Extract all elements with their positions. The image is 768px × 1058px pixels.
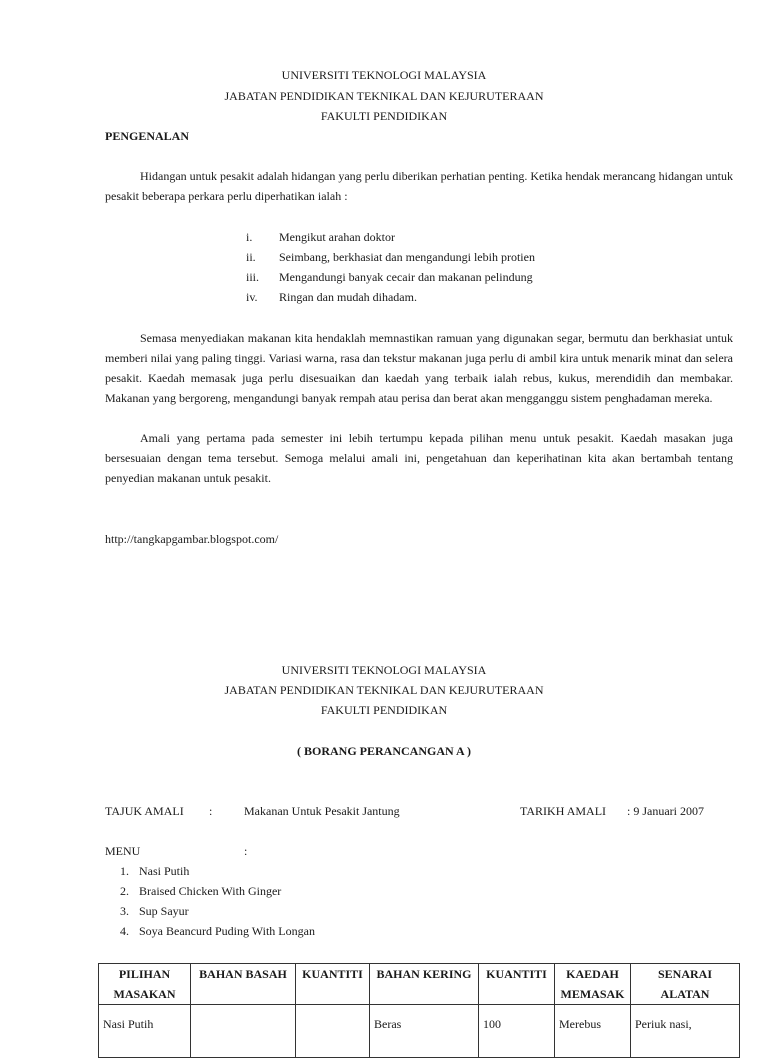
intro-paragraph-1: Hidangan untuk pesakit adalah hidangan yang perlu diberikan perhatian penting. Ketika hendak merancang hidangan untuk pesakit beberapa perkara perlu diperhatikan ialah : xyxy=(105,169,733,203)
table-cell: Nasi Putih xyxy=(99,1005,191,1058)
menu-item-number: 1. xyxy=(120,864,129,878)
tarikh-value: : 9 Januari 2007 xyxy=(627,804,704,818)
table-header-row xyxy=(99,964,740,1005)
list-item: Seimbang, berkhasiat dan mengandungi lebih protien xyxy=(279,250,535,264)
table-header-cell: PILIHAN MASAKAN xyxy=(99,964,191,1005)
table-cell: Merebus xyxy=(555,1005,631,1058)
intro-heading: PENGENALAN xyxy=(105,129,190,143)
menu-item: Sup Sayur xyxy=(139,904,189,918)
table-header-cell: KUANTITI xyxy=(296,964,370,1005)
university-name-1: UNIVERSITI TEKNOLOGI MALAYSIA xyxy=(281,68,487,82)
table-cell xyxy=(296,1005,370,1058)
list-item: Mengandungi banyak cecair dan makanan pelindung xyxy=(279,270,533,284)
table-row xyxy=(99,1005,740,1058)
faculty-name-1: FAKULTI PENDIDIKAN xyxy=(320,109,448,123)
table-header-cell: BAHAN KERING xyxy=(370,964,479,1005)
menu-item-number: 3. xyxy=(120,904,129,918)
list-item-number: i. xyxy=(246,230,253,244)
university-name-2: UNIVERSITI TEKNOLOGI MALAYSIA xyxy=(281,663,487,677)
blog-url-text: http://tangkapgambar.blogspot.com/ xyxy=(105,532,279,546)
list-item: Mengikut arahan doktor xyxy=(279,230,395,244)
menu-item: Soya Beancurd Puding With Longan xyxy=(139,924,315,938)
intro-paragraph-3: Amali yang pertama pada semester ini lebih tertumpu kepada pilihan menu untuk pesakit. Kaedah masakan juga bersesuaian dengan tema tersebut. Semoga melalui amali ini, pengetahuan dan keperihatinan kita akan bertambah tentang penyedian makanan untuk pesakit. xyxy=(105,431,733,485)
menu-item-number: 4. xyxy=(120,924,129,938)
table-header-cell: KAEDAH MEMASAK xyxy=(555,964,631,1005)
intro-paragraph-2: Semasa menyediakan makanan kita hendaklah memnastikan ramuan yang digunakan segar, bermutu dan berkhasiat untuk memberi nilai yang paling tinggi. Variasi warna, rasa dan tekstur makanan juga perlu di ambil kira untuk menarik minat dan selera pesakit. Kaedah memasak juga perlu disesuaikan dan kaedah yang terbaik ialah rebus, kukus, merendidih dan membakar. Makanan yang bergoreng, mengandungi banyak rempah atau perisa dan berat akan mengganggu sistem penghadaman mereka. xyxy=(105,331,733,405)
planning-table xyxy=(98,963,740,1058)
list-item-number: iv. xyxy=(246,290,258,304)
tajuk-colon: : xyxy=(209,804,213,818)
menu-item: Nasi Putih xyxy=(139,864,190,878)
table-header-cell: SENARAI ALATAN xyxy=(631,964,740,1005)
table-cell: Beras xyxy=(370,1005,479,1058)
department-name-1: JABATAN PENDIDIKAN TEKNIKAL DAN KEJURUTERAAN xyxy=(224,89,544,103)
tajuk-value: Makanan Untuk Pesakit Jantung xyxy=(244,804,400,818)
tajuk-label: TAJUK AMALI xyxy=(105,804,184,818)
form-title: ( BORANG PERANCANGAN A ) xyxy=(297,744,471,758)
list-item-number: ii. xyxy=(246,250,256,264)
table-header-cell: KUANTITI xyxy=(479,964,555,1005)
menu-item-number: 2. xyxy=(120,884,129,898)
list-item: Ringan dan mudah dihadam. xyxy=(279,290,417,304)
table-cell: 100 xyxy=(479,1005,555,1058)
list-item-number: iii. xyxy=(246,270,260,284)
faculty-name-2: FAKULTI PENDIDIKAN xyxy=(320,703,448,717)
table-cell: Periuk nasi, xyxy=(631,1005,740,1058)
table-header-cell: BAHAN BASAH xyxy=(191,964,296,1005)
tarikh-label: TARIKH AMALI xyxy=(520,804,607,818)
menu-colon: : xyxy=(244,844,248,858)
menu-item: Braised Chicken With Ginger xyxy=(139,884,282,898)
menu-label: MENU xyxy=(105,844,141,858)
department-name-2: JABATAN PENDIDIKAN TEKNIKAL DAN KEJURUTERAAN xyxy=(224,683,544,697)
table-cell xyxy=(191,1005,296,1058)
